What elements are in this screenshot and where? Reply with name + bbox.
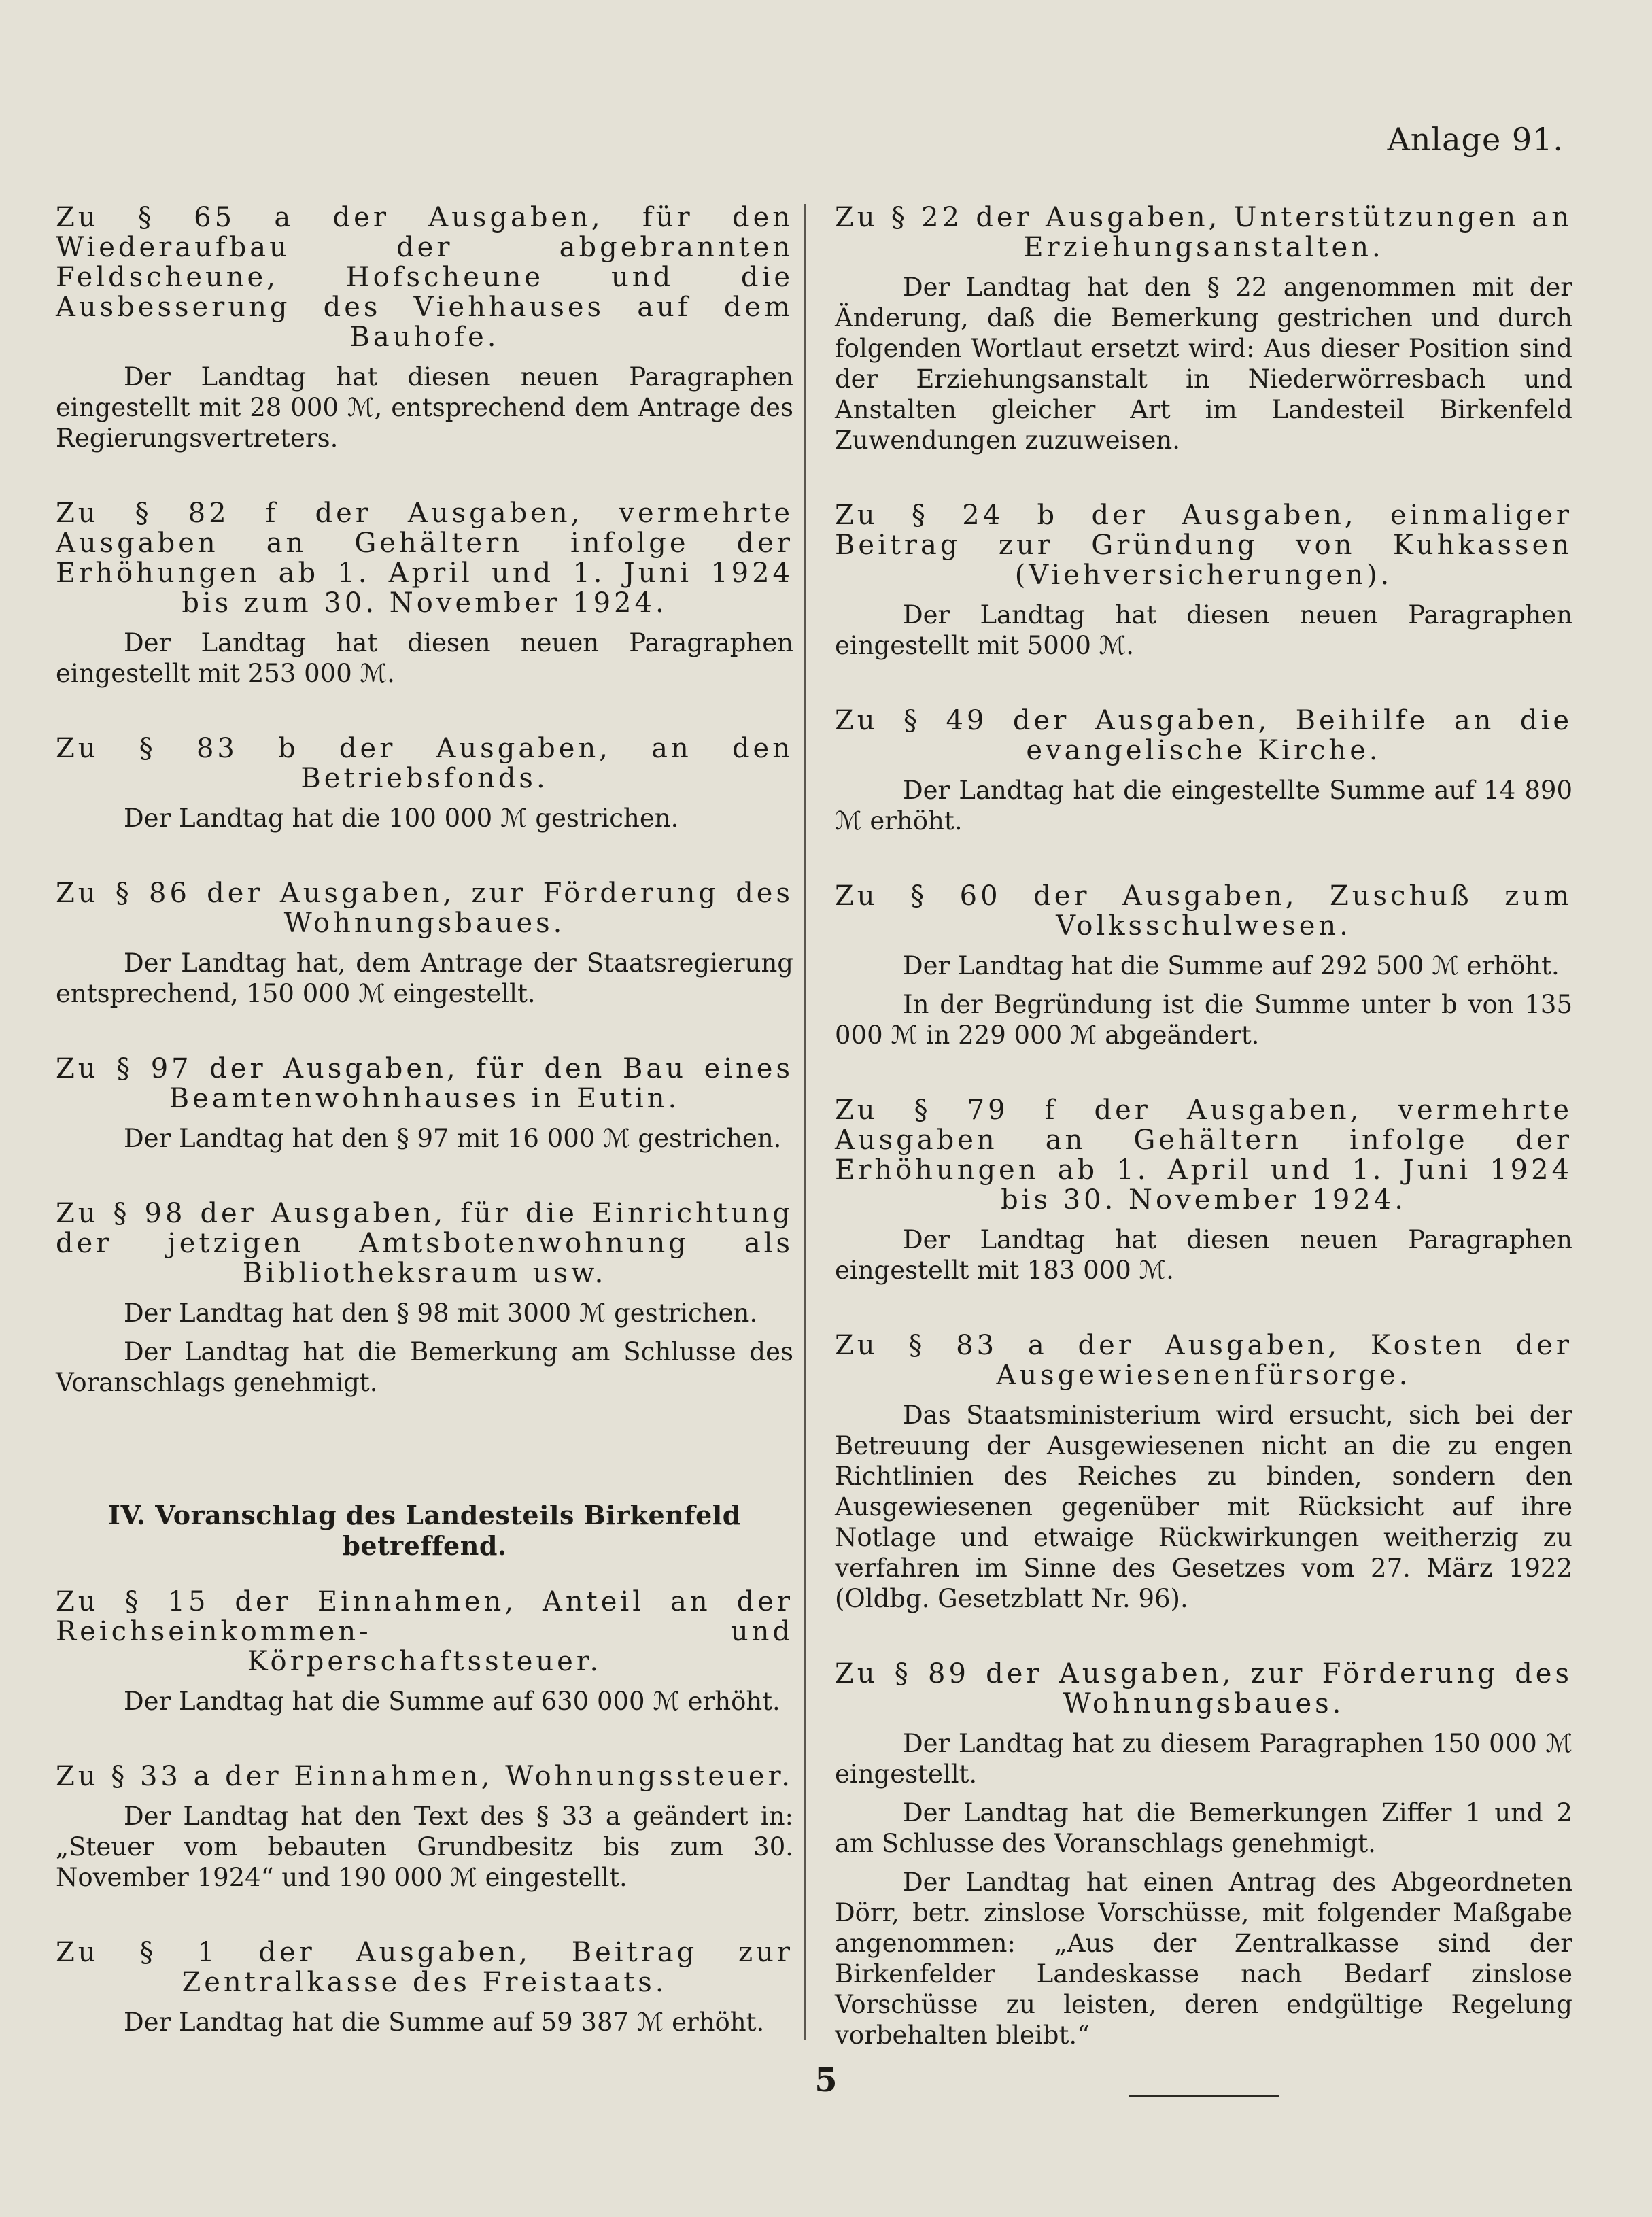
budget-section — [56, 1761, 793, 1893]
left-sections — [56, 203, 793, 1398]
section-heading: Zu § 15 der Einnahmen, Anteil an der Reichseinkommen- und Körperschaftssteuer. — [56, 1586, 793, 1677]
section-heading: Zu § 86 der Ausgaben, zur Förderung des Wohnungsbaues. — [56, 878, 793, 939]
right-sections — [835, 203, 1572, 2050]
budget-section — [56, 1938, 793, 2038]
budget-section — [56, 1054, 793, 1154]
section-paragraph: Der Landtag hat einen Antrag des Abgeordneten Dörr, betr. zinslose Vorschüsse, mit folgender Maßgabe angenommen: „Aus der Zentralkasse sind der Birkenfelder Landeskasse nach Bedarf zinslose Vorschüsse zu leisten, deren endgültige Regelung vorbehalten bleibt.“ — [835, 1868, 1572, 2050]
section-paragraph: Der Landtag hat den § 97 mit 16 000 ℳ gestrichen. — [124, 1124, 782, 1153]
section-paragraph: Der Landtag hat diesen neuen Paragraphen eingestellt mit 5000 ℳ. — [835, 600, 1572, 660]
budget-section — [835, 500, 1572, 661]
section-heading: Zu § 79 f der Ausgaben, vermehrte Ausgaben an Gehältern infolge der Erhöhungen ab 1. April und 1. Juni 1924 bis 30. November 1924. — [835, 1095, 1572, 1216]
section-heading: Zu § 83 a der Ausgaben, Kosten der Ausgewiesenenfürsorge. — [835, 1330, 1572, 1391]
budget-section — [835, 203, 1572, 456]
section-paragraph: Der Landtag hat die Bemerkung am Schlusse des Voranschlags genehmigt. — [56, 1337, 793, 1397]
budget-section — [56, 203, 793, 453]
section-paragraph: Der Landtag hat die Bemerkungen Ziffer 1 und 2 am Schlusse des Voranschlags genehmigt. — [835, 1798, 1572, 1858]
section-paragraph: Der Landtag hat die eingestellte Summe auf 14 890 ℳ erhöht. — [835, 776, 1572, 836]
section-heading: Zu § 49 der Ausgaben, Beihilfe an die evangelische Kirche. — [835, 705, 1572, 766]
section-heading: Zu § 33 a der Einnahmen, Wohnungssteuer. — [56, 1761, 793, 1792]
right-column — [835, 203, 1572, 2097]
budget-section — [835, 706, 1572, 836]
section-heading: Zu § 83 b der Ausgaben, an den Betriebsfonds. — [56, 733, 793, 794]
section-paragraph: Der Landtag hat die Summe auf 292 500 ℳ erhöht. — [903, 951, 1560, 980]
budget-section — [56, 1587, 793, 1717]
budget-section — [56, 878, 793, 1009]
section-paragraph: Der Landtag hat die 100 000 ℳ gestrichen. — [124, 804, 679, 833]
section-paragraph: Der Landtag hat diesen neuen Paragraphen eingestellt mit 28 000 ℳ, entsprechend dem Antrage des Regierungsvertreters. — [56, 362, 793, 453]
left-column — [56, 203, 793, 2082]
section-paragraph: Der Landtag hat die Summe auf 59 387 ℳ erhöht. — [124, 2008, 765, 2037]
section-paragraph: Der Landtag hat, dem Antrage der Staatsregierung entsprechend, 150 000 ℳ eingestellt. — [56, 948, 793, 1008]
section-heading: Zu § 22 der Ausgaben, Unterstützungen an Erziehungsanstalten. — [835, 202, 1572, 263]
budget-section — [56, 1199, 793, 1398]
section-heading: Zu § 98 der Ausgaben, für die Einrichtung der jetzigen Amtsbotenwohnung als Bibliotheksraum usw. — [56, 1198, 793, 1289]
section-heading: Zu § 65 a der Ausgaben, für den Wiederaufbau der abgebrannten Feldscheune, Hofscheune und die Ausbesserung des Viehhauses auf dem Bauhofe. — [56, 202, 793, 353]
annex-label: Anlage 91. — [1387, 121, 1564, 158]
section-heading: Zu § 97 der Ausgaben, für den Bau eines Beamtenwohnhauses in Eutin. — [56, 1053, 793, 1114]
budget-section — [835, 1330, 1572, 1614]
section-heading: Zu § 82 f der Ausgaben, vermehrte Ausgaben an Gehältern infolge der Erhöhungen ab 1. April und 1. Juni 1924 bis zum 30. November 1924. — [56, 498, 793, 619]
section-paragraph: Der Landtag hat den § 22 angenommen mit der Änderung, daß die Bemerkung gestrichen und durch folgenden Wortlaut ersetzt wird: Aus dieser Position sind der Erziehungsanstalt in Niederwörresbach und Anstalten gleicher Art im Landesteil Birkenfeld Zuwendungen zuzuweisen. — [835, 273, 1572, 455]
section-paragraph: Der Landtag hat zu diesem Paragraphen 150 000 ℳ eingestellt. — [835, 1729, 1572, 1789]
budget-section — [56, 498, 793, 689]
page-number: 5 — [814, 2061, 838, 2099]
section-heading: Zu § 89 der Ausgaben, zur Förderung des Wohnungsbaues. — [835, 1658, 1572, 1719]
section-paragraph: Der Landtag hat den § 98 mit 3000 ℳ gestrichen. — [124, 1299, 758, 1328]
section-paragraph: Der Landtag hat den Text des § 33 a geändert in: „Steuer vom bebauten Grundbesitz bis zum 30. November 1924“ und 190 000 ℳ eingestellt. — [56, 1802, 793, 1892]
section-paragraph: Der Landtag hat diesen neuen Paragraphen eingestellt mit 253 000 ℳ. — [56, 628, 793, 688]
section-paragraph: Der Landtag hat diesen neuen Paragraphen eingestellt mit 183 000 ℳ. — [835, 1225, 1572, 1285]
section-heading: Zu § 1 der Ausgaben, Beitrag zur Zentralkasse des Freistaats. — [56, 1937, 793, 1998]
budget-section — [835, 1659, 1572, 2050]
column-divider — [804, 204, 806, 2040]
section-heading: Zu § 24 b der Ausgaben, einmaliger Beitrag zur Gründung von Kuhkassen (Viehversicherungen). — [835, 500, 1572, 591]
part-title: IV. Voranschlag des Landesteils Birkenfeld betreffend. — [108, 1500, 741, 1561]
section-paragraph: Der Landtag hat die Summe auf 630 000 ℳ erhöht. — [124, 1687, 780, 1716]
budget-section — [835, 881, 1572, 1050]
left-part4-sections — [56, 1587, 793, 2038]
section-paragraph: Das Staatsministerium wird ersucht, sich bei der Betreuung der Ausgewiesenen nicht an die zu engen Richtlinien des Reiches zu binden, sondern den Ausgewiesenen gegenüber mit Rücksicht auf ihre Notlage und etwaige Rückwirkungen weitherzig zu verfahren im Sinne des Gesetzes vom 27. März 1922 (Oldbg. Gesetzblatt Nr. 96). — [835, 1400, 1572, 1613]
budget-section — [56, 734, 793, 833]
section-heading: Zu § 60 der Ausgaben, Zuschuß zum Volksschulwesen. — [835, 880, 1572, 942]
budget-section — [835, 1095, 1572, 1286]
section-paragraph: In der Begründung ist die Summe unter b von 135 000 ℳ in 229 000 ℳ abgeändert. — [835, 990, 1572, 1050]
